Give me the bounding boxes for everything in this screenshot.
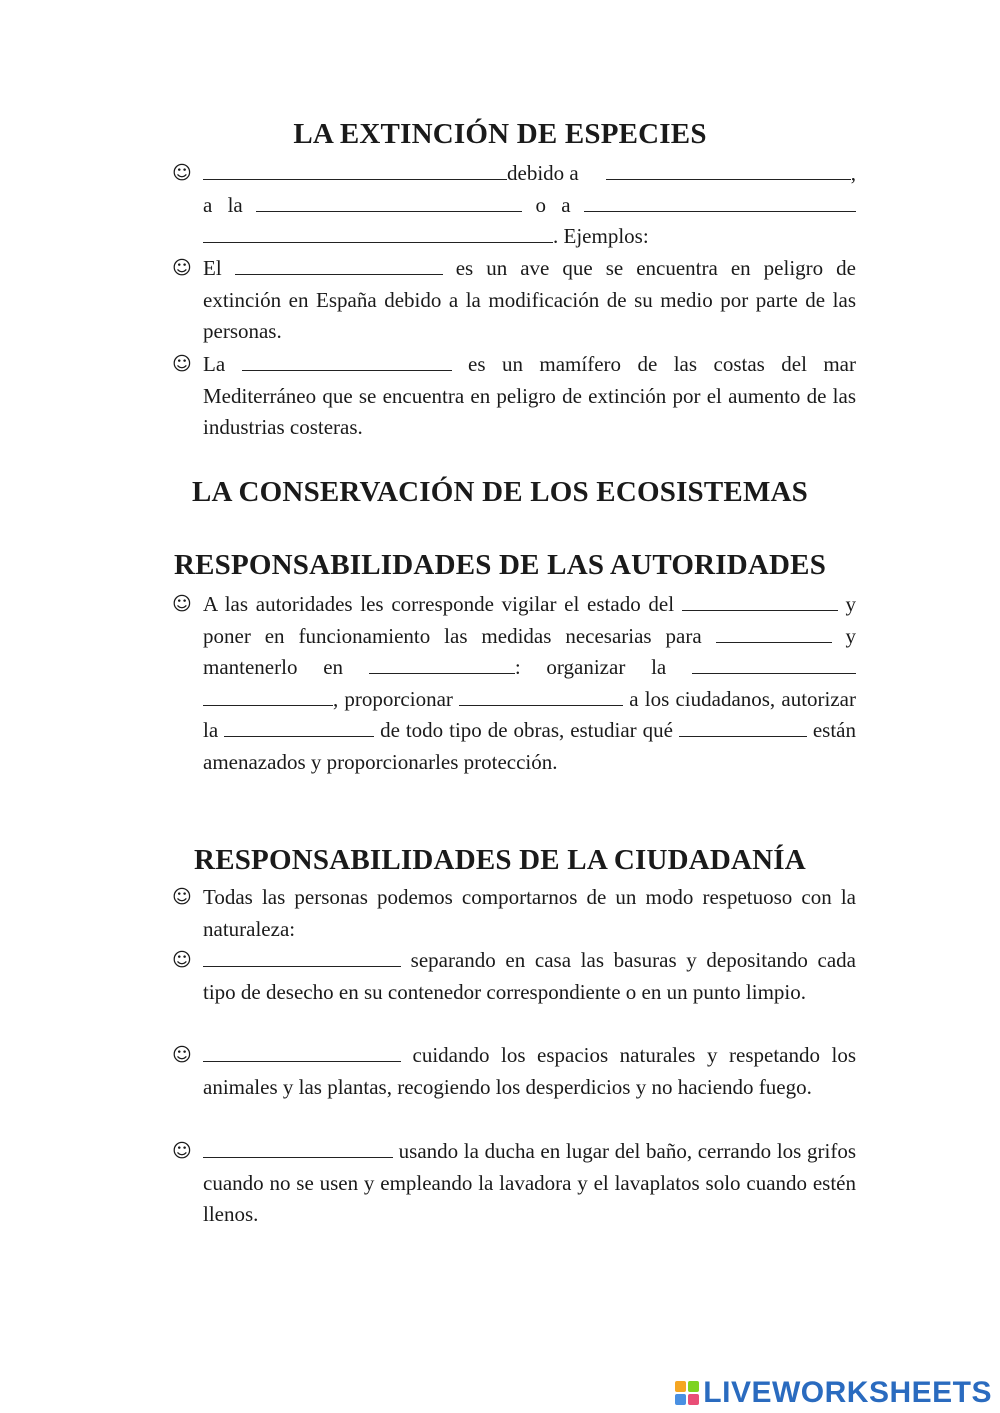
smiley-icon: ☺ — [172, 886, 192, 908]
blank-input[interactable] — [716, 622, 832, 643]
blank-input[interactable] — [203, 1137, 393, 1158]
blank-input[interactable] — [459, 685, 623, 706]
title-extincion: LA EXTINCIÓN DE ESPECIES — [293, 118, 707, 150]
blank-input[interactable] — [203, 685, 333, 706]
smiley-icon: ☺ — [172, 1044, 192, 1066]
list-item: ☺ El es un ave que se encuentra en peligro de extinción en España debido a la modificación de su medio por parte de las personas. — [172, 253, 856, 348]
smiley-icon: ☺ — [172, 257, 192, 279]
smiley-icon: ☺ — [172, 593, 192, 615]
list-item: ☺ usando la ducha en lugar del baño, cerrando los grifos cuando no se usen y empleando la lavadora y el lavaplatos solo cuando estén llenos. — [172, 1136, 856, 1231]
list-item: ☺ A las autoridades les corresponde vigilar el estado del y poner en funcionamiento las medidas necesarias para y mantenerlo en : organizar la , proporcionar a los ciudadanos, autorizar la de todo tipo de obras, estudiar qué están amenazados y proporcionarles protección. — [172, 589, 856, 779]
list-item: ☺ La es un mamífero de las costas del mar Mediterráneo que se encuentra en peligro de extinción por el aumento de las industrias costeras. — [172, 349, 856, 444]
blank-input[interactable] — [203, 159, 507, 180]
blank-input[interactable] — [203, 222, 553, 243]
blank-input[interactable] — [679, 716, 807, 737]
title-autoridades: RESPONSABILIDADES DE LAS AUTORIDADES — [173, 549, 827, 581]
blank-input[interactable] — [692, 653, 856, 674]
list-item: ☺ debido a , a la o a . Ejemplos: — [172, 158, 856, 253]
list-item: ☺ separando en casa las basuras y depositando cada tipo de desecho en su contenedor correspondiente o en un punto limpio. — [172, 945, 856, 1008]
liveworksheets-logo — [675, 1376, 992, 1410]
logo-grid-icon — [675, 1381, 699, 1405]
smiley-icon: ☺ — [172, 353, 192, 375]
blank-input[interactable] — [606, 159, 851, 180]
brand-name: LIVEWORKSHEETS — [703, 1376, 992, 1409]
smiley-icon: ☺ — [172, 949, 192, 971]
blank-input[interactable] — [203, 946, 401, 967]
list-item: ☺ Todas las personas podemos comportarnos de un modo respetuoso con la naturaleza: — [172, 882, 856, 945]
smiley-icon: ☺ — [172, 162, 192, 184]
blank-input[interactable] — [682, 590, 838, 611]
list-item: ☺ cuidando los espacios naturales y respetando los animales y las plantas, recogiendo los desperdicios y no haciendo fuego. — [172, 1040, 856, 1103]
blank-input[interactable] — [256, 191, 522, 212]
blank-input[interactable] — [203, 1041, 401, 1062]
blank-input[interactable] — [369, 653, 515, 674]
blank-input[interactable] — [235, 254, 443, 275]
title-conservacion: LA CONSERVACIÓN DE LOS ECOSISTEMAS — [191, 476, 809, 508]
smiley-icon: ☺ — [172, 1140, 192, 1162]
blank-input[interactable] — [584, 191, 856, 212]
blank-input[interactable] — [242, 350, 452, 371]
blank-input[interactable] — [224, 716, 374, 737]
title-ciudadania: RESPONSABILIDADES DE LA CIUDADANÍA — [194, 844, 806, 876]
